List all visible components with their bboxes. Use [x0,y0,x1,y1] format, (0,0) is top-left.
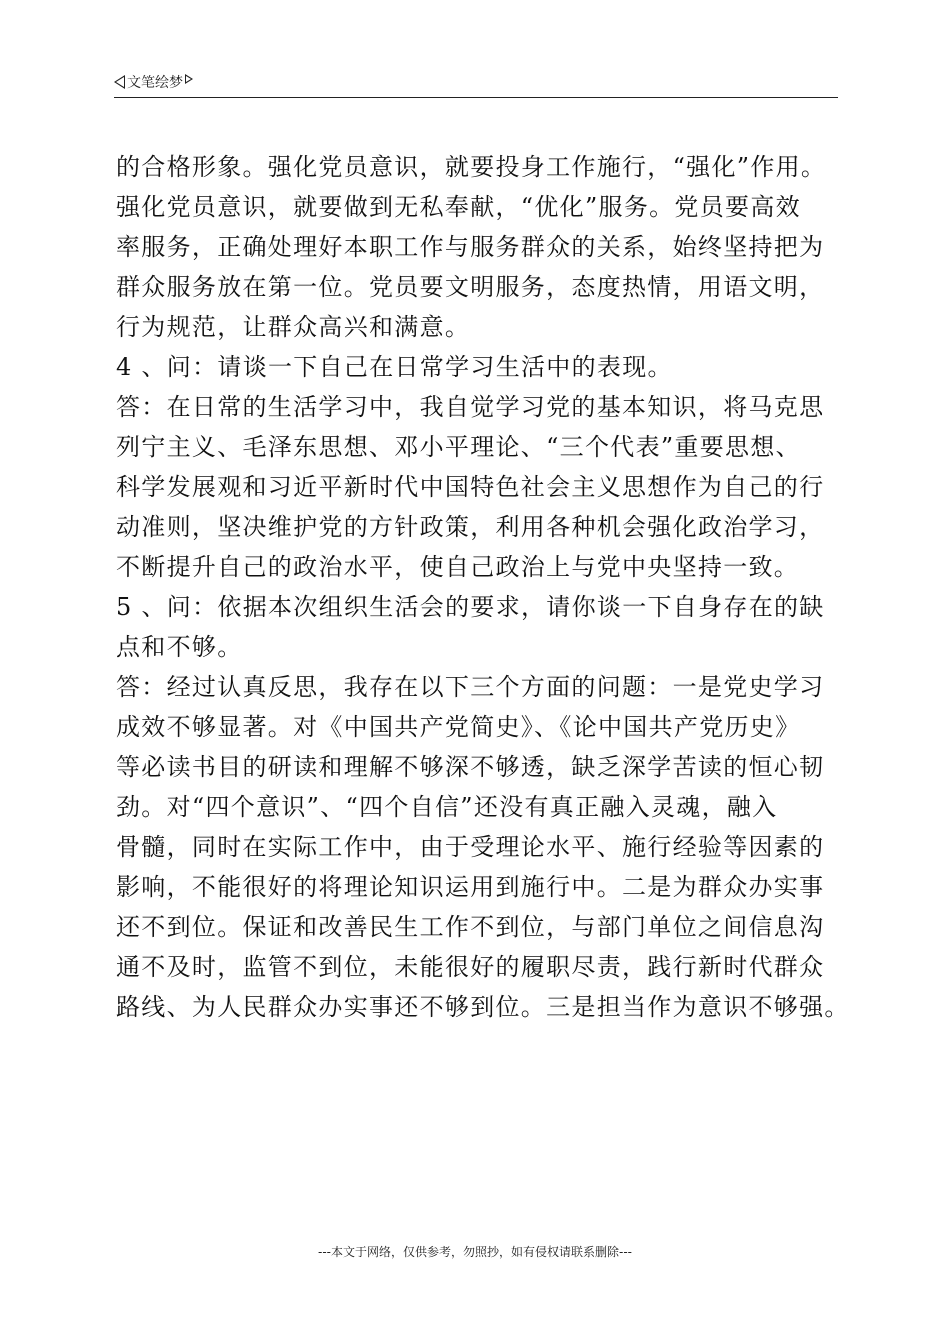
text-line: 还不到位。保证和改善民生工作不到位，与部门单位之间信息沟 [116,913,825,941]
text-line: 影响，不能很好的将理论知识运用到施行中。二是为群众办实事 [116,873,825,901]
text-line: 成效不够显著。对《中国共产党简史》、《论中国共产党历史》 [116,713,801,741]
text-line: 等必读书目的研读和理解不够深不够透，缺乏深学苦读的恒心韧 [116,753,825,781]
right-triangle-icon [185,74,193,84]
text-line: 通不及时，监管不到位，未能很好的履职尽责，践行新时代群众 [116,953,825,981]
text-line: 劲。对“四个意识”、“四个自信”还没有真正融入灵魂，融入 [116,793,778,821]
answer-line: 答：在日常的生活学习中，我自觉学习党的基本知识，将马克思 [116,393,825,421]
question-line: 5 、问：依据本次组织生活会的要求，请你谈一下自身存在的缺 [116,593,825,621]
page-footer: ---本文于网络，仅供参考，勿照抄，如有侵权请联系删除--- [318,1245,632,1259]
text-line: 点和不够。 [116,633,243,661]
page-header [114,72,193,92]
answer-line: 答：经过认真反思，我存在以下三个方面的问题：一是党史学习 [116,673,825,701]
text-line: 不断提升自己的政治水平，使自己政治上与党中央坚持一致。 [116,553,800,581]
text-line: 的合格形象。强化党员意识，就要投身工作施行，“强化”作用。 [116,153,827,181]
header-title: 文笔绘梦 [127,75,183,91]
text-line: 行为规范，让群众高兴和满意。 [116,313,471,341]
text-line: 率服务，正确处理好本职工作与服务群众的关系，始终坚持把为 [116,233,825,261]
left-triangle-icon [114,75,125,89]
document-body [116,147,856,1027]
text-line: 强化党员意识，就要做到无私奉献，“优化”服务。党员要高效 [116,193,801,221]
text-line: 列宁主义、毛泽东思想、邓小平理论、“三个代表”重要思想、 [116,433,801,461]
question-line: 4 、问：请谈一下自己在日常学习生活中的表现。 [116,353,673,381]
header-rule [114,97,838,98]
text-line: 科学发展观和习近平新时代中国特色社会主义思想作为自己的行 [116,473,825,501]
text-line: 群众服务放在第一位。党员要文明服务，态度热情，用语文明， [116,273,825,301]
text-line: 动准则，坚决维护党的方针政策，利用各种机会强化政治学习， [116,513,825,541]
text-line: 骨髓，同时在实际工作中，由于受理论水平、施行经验等因素的 [116,833,825,861]
text-line: 路线、为人民群众办实事还不够到位。三是担当作为意识不够强。 [116,993,850,1021]
